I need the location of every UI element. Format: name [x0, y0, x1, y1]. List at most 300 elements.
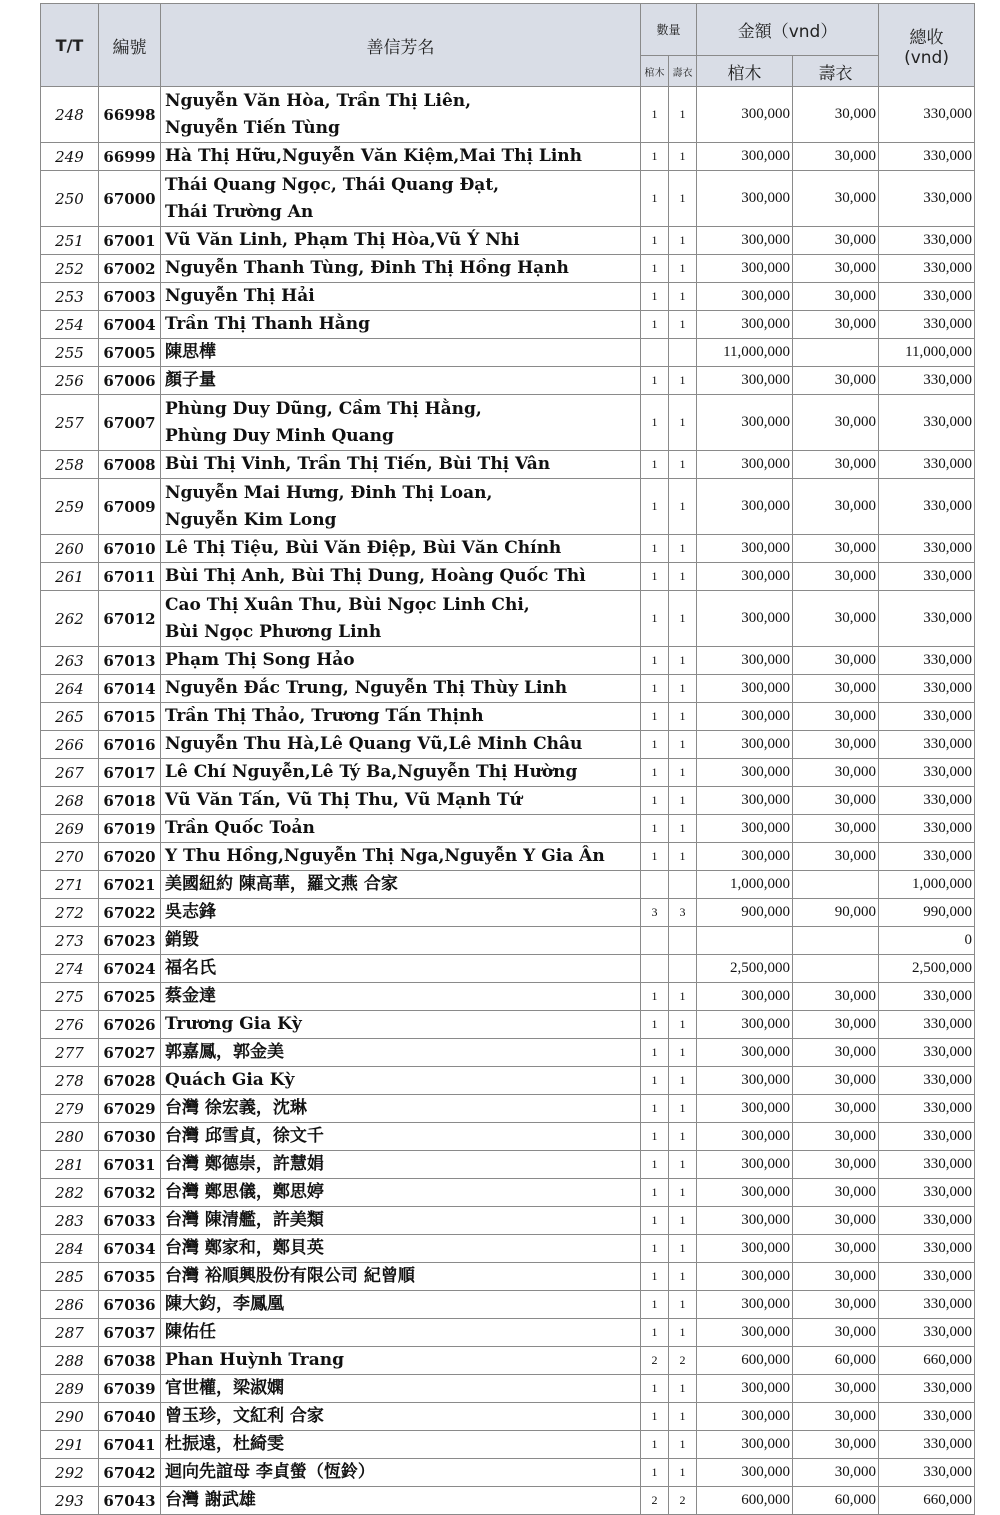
row-tt: 282 [41, 1179, 99, 1207]
row-tt: 277 [41, 1039, 99, 1067]
row-code: 67031 [99, 1151, 161, 1179]
row-name-line: Nguyễn Thu Hà,Lê Quang Vũ,Lê Minh Châu [165, 734, 583, 754]
row-tt: 249 [41, 143, 99, 171]
row-code: 67005 [99, 339, 161, 367]
row-name [161, 1431, 641, 1459]
row-amount-shroud [793, 871, 879, 899]
row-name-line: Trần Thị Thảo, Trương Tấn Thịnh [165, 706, 484, 726]
row-name-line: Phùng Duy Minh Quang [165, 425, 394, 446]
row-qty-coffin: 1 [641, 227, 669, 255]
row-qty-coffin: 1 [641, 1459, 669, 1487]
row-total: 330,000 [879, 227, 975, 255]
row-tt: 278 [41, 1067, 99, 1095]
row-name-line: Trần Quốc Toản [165, 818, 315, 838]
row-amount-coffin [697, 927, 793, 955]
row-qty-shroud [669, 955, 697, 983]
row-amount-coffin: 300,000 [697, 227, 793, 255]
row-qty-shroud: 1 [669, 1207, 697, 1235]
row-amount-shroud: 30,000 [793, 479, 879, 535]
row-name [161, 955, 641, 983]
row-qty-shroud: 1 [669, 675, 697, 703]
row-total: 330,000 [879, 479, 975, 535]
table-row [41, 1403, 975, 1431]
row-tt: 251 [41, 227, 99, 255]
row-name [161, 759, 641, 787]
row-qty-shroud: 2 [669, 1487, 697, 1515]
row-amount-coffin: 300,000 [697, 311, 793, 339]
row-qty-coffin: 1 [641, 451, 669, 479]
row-qty-shroud: 1 [669, 87, 697, 143]
row-name-line: 官世權，梁淑嫻 [165, 1378, 284, 1398]
row-total: 330,000 [879, 451, 975, 479]
row-qty-shroud: 1 [669, 1151, 697, 1179]
table-body [41, 87, 975, 1515]
row-qty-shroud: 1 [669, 1011, 697, 1039]
row-amount-shroud: 30,000 [793, 1151, 879, 1179]
row-qty-shroud: 1 [669, 1291, 697, 1319]
row-name-line: Thái Trường An [165, 201, 314, 222]
row-qty-shroud: 1 [669, 1179, 697, 1207]
row-qty-coffin: 1 [641, 283, 669, 311]
row-total: 330,000 [879, 787, 975, 815]
row-qty-shroud: 3 [669, 899, 697, 927]
row-qty-shroud: 1 [669, 815, 697, 843]
table-row [41, 899, 975, 927]
row-name [161, 1207, 641, 1235]
row-qty-shroud: 1 [669, 367, 697, 395]
row-name [161, 227, 641, 255]
row-amount-coffin: 300,000 [697, 1151, 793, 1179]
row-code: 67010 [99, 535, 161, 563]
row-code: 67030 [99, 1123, 161, 1151]
row-name-line: Hà Thị Hữu,Nguyễn Văn Kiệm,Mai Thị Linh [165, 146, 583, 166]
row-tt: 288 [41, 1347, 99, 1375]
table-row [41, 1179, 975, 1207]
row-name-line: Lê Thị Tiệu, Bùi Văn Điệp, Bùi Văn Chính [165, 538, 562, 558]
row-code: 67039 [99, 1375, 161, 1403]
row-total: 330,000 [879, 1431, 975, 1459]
row-amount-coffin: 300,000 [697, 1039, 793, 1067]
row-qty-shroud [669, 339, 697, 367]
row-qty-shroud: 2 [669, 1347, 697, 1375]
row-amount-coffin: 900,000 [697, 899, 793, 927]
row-tt: 256 [41, 367, 99, 395]
row-amount-shroud: 30,000 [793, 731, 879, 759]
row-amount-shroud: 30,000 [793, 983, 879, 1011]
row-qty-shroud [669, 871, 697, 899]
row-name [161, 787, 641, 815]
row-total: 330,000 [879, 1151, 975, 1179]
row-total: 330,000 [879, 311, 975, 339]
row-name-line: 台灣 徐宏義，沈琳 [165, 1098, 307, 1118]
row-amount-shroud: 30,000 [793, 1403, 879, 1431]
row-name-line: 台灣 謝武雄 [165, 1490, 256, 1510]
table-row [41, 367, 975, 395]
row-total: 330,000 [879, 563, 975, 591]
row-name [161, 1151, 641, 1179]
row-qty-coffin: 1 [641, 1151, 669, 1179]
row-qty-coffin: 1 [641, 703, 669, 731]
row-code: 67028 [99, 1067, 161, 1095]
row-qty-shroud: 1 [669, 1095, 697, 1123]
table-row [41, 1459, 975, 1487]
row-amount-coffin: 300,000 [697, 675, 793, 703]
table-row [41, 1123, 975, 1151]
table-row [41, 647, 975, 675]
row-qty-coffin: 2 [641, 1347, 669, 1375]
row-code: 67021 [99, 871, 161, 899]
row-tt: 254 [41, 311, 99, 339]
row-total: 330,000 [879, 647, 975, 675]
row-amount-coffin: 300,000 [697, 1291, 793, 1319]
row-code: 67000 [99, 171, 161, 227]
row-amount-shroud: 30,000 [793, 1207, 879, 1235]
row-amount-coffin: 300,000 [697, 87, 793, 143]
row-qty-shroud: 1 [669, 535, 697, 563]
row-name [161, 367, 641, 395]
row-name [161, 899, 641, 927]
row-amount-coffin: 300,000 [697, 1207, 793, 1235]
row-amount-shroud: 60,000 [793, 1487, 879, 1515]
row-total: 330,000 [879, 1375, 975, 1403]
row-qty-coffin: 1 [641, 675, 669, 703]
row-amount-coffin: 300,000 [697, 143, 793, 171]
table-row [41, 927, 975, 955]
row-name-line: Bùi Ngọc Phương Linh [165, 621, 382, 642]
row-amount-shroud: 30,000 [793, 787, 879, 815]
row-name-line: Thái Quang Ngọc, Thái Quang Đạt, [165, 174, 500, 195]
row-name-line: 台灣 邱雪貞，徐文千 [165, 1126, 324, 1146]
row-qty-shroud: 1 [669, 563, 697, 591]
row-amount-coffin: 300,000 [697, 283, 793, 311]
row-qty-coffin: 2 [641, 1487, 669, 1515]
row-amount-coffin: 11,000,000 [697, 339, 793, 367]
table-row [41, 787, 975, 815]
row-name [161, 815, 641, 843]
row-tt: 260 [41, 535, 99, 563]
row-amount-shroud: 30,000 [793, 647, 879, 675]
row-qty-coffin: 1 [641, 591, 669, 647]
row-name [161, 703, 641, 731]
row-amount-shroud [793, 955, 879, 983]
row-name-line: Vũ Văn Linh, Phạm Thị Hòa,Vũ Ý Nhi [165, 230, 520, 250]
row-code: 67029 [99, 1095, 161, 1123]
row-amount-coffin: 300,000 [697, 1403, 793, 1431]
row-amount-shroud: 30,000 [793, 367, 879, 395]
row-amount-shroud: 30,000 [793, 1039, 879, 1067]
row-tt: 291 [41, 1431, 99, 1459]
table-row [41, 395, 975, 451]
row-name-line: 台灣 鄭德崇，許慧娟 [165, 1154, 324, 1174]
row-code: 67007 [99, 395, 161, 451]
table-row [41, 227, 975, 255]
row-name [161, 1123, 641, 1151]
row-code: 67015 [99, 703, 161, 731]
row-total: 330,000 [879, 283, 975, 311]
row-qty-coffin: 1 [641, 367, 669, 395]
row-qty-coffin: 3 [641, 899, 669, 927]
row-amount-shroud: 30,000 [793, 1291, 879, 1319]
row-total: 330,000 [879, 1011, 975, 1039]
row-qty-coffin: 1 [641, 647, 669, 675]
table-row [41, 675, 975, 703]
table-row [41, 1319, 975, 1347]
row-name [161, 171, 641, 227]
row-tt: 293 [41, 1487, 99, 1515]
row-name [161, 1179, 641, 1207]
row-qty-shroud [669, 927, 697, 955]
row-name [161, 395, 641, 451]
row-name-line: Nguyễn Thanh Tùng, Đinh Thị Hồng Hạnh [165, 258, 569, 278]
row-tt: 267 [41, 759, 99, 787]
row-amount-coffin: 300,000 [697, 1179, 793, 1207]
row-name [161, 591, 641, 647]
row-code: 67042 [99, 1459, 161, 1487]
row-tt: 283 [41, 1207, 99, 1235]
row-name [161, 1011, 641, 1039]
row-name-line: Trương Gia Kỳ [165, 1014, 302, 1034]
row-tt: 292 [41, 1459, 99, 1487]
row-tt: 280 [41, 1123, 99, 1151]
row-total: 330,000 [879, 1067, 975, 1095]
row-code: 66999 [99, 143, 161, 171]
row-tt: 279 [41, 1095, 99, 1123]
row-name-line: 美國紐約 陳高華，羅文燕 合家 [165, 874, 398, 894]
row-qty-shroud: 1 [669, 1235, 697, 1263]
row-total: 330,000 [879, 1403, 975, 1431]
row-qty-coffin: 1 [641, 1039, 669, 1067]
row-code: 67032 [99, 1179, 161, 1207]
row-amount-coffin: 300,000 [697, 1095, 793, 1123]
row-total: 330,000 [879, 87, 975, 143]
row-name-line: Nguyễn Tiến Tùng [165, 117, 340, 138]
row-amount-coffin: 300,000 [697, 759, 793, 787]
row-total: 330,000 [879, 1123, 975, 1151]
row-tt: 285 [41, 1263, 99, 1291]
row-qty-shroud: 1 [669, 647, 697, 675]
row-name [161, 1319, 641, 1347]
row-tt: 263 [41, 647, 99, 675]
row-amount-coffin: 300,000 [697, 703, 793, 731]
row-code: 67027 [99, 1039, 161, 1067]
row-amount-coffin: 300,000 [697, 171, 793, 227]
row-qty-coffin: 1 [641, 1403, 669, 1431]
table-row [41, 703, 975, 731]
row-total: 330,000 [879, 255, 975, 283]
row-qty-coffin: 1 [641, 395, 669, 451]
row-code: 67016 [99, 731, 161, 759]
row-name-line: 陳大鈞，李鳳凰 [165, 1294, 284, 1314]
row-name-line: 台灣 鄭思儀，鄭思婷 [165, 1182, 324, 1202]
row-amount-coffin: 600,000 [697, 1487, 793, 1515]
row-amount-shroud: 30,000 [793, 1319, 879, 1347]
row-name [161, 1291, 641, 1319]
header-qty-shroud: 壽衣 [669, 56, 697, 87]
row-total: 0 [879, 927, 975, 955]
row-total: 330,000 [879, 759, 975, 787]
row-code: 67017 [99, 759, 161, 787]
row-name-line: 郭嘉鳳，郭金美 [165, 1042, 284, 1062]
table-row [41, 451, 975, 479]
row-amount-coffin: 300,000 [697, 451, 793, 479]
row-tt: 255 [41, 339, 99, 367]
row-name-line: Nguyễn Mai Hưng, Đinh Thị Loan, [165, 482, 493, 503]
row-tt: 265 [41, 703, 99, 731]
row-amount-shroud: 30,000 [793, 591, 879, 647]
row-code: 67002 [99, 255, 161, 283]
row-name [161, 871, 641, 899]
row-name-line: 杜振遠，杜綺雯 [165, 1434, 284, 1454]
row-amount-coffin: 300,000 [697, 1263, 793, 1291]
row-code: 67012 [99, 591, 161, 647]
row-tt: 281 [41, 1151, 99, 1179]
row-amount-shroud: 30,000 [793, 535, 879, 563]
row-code: 66998 [99, 87, 161, 143]
row-tt: 262 [41, 591, 99, 647]
row-name-line: 顏子量 [165, 370, 216, 390]
table-row [41, 255, 975, 283]
row-name-line: 迴向先誼母 李貞螢（恆鈴） [165, 1462, 375, 1482]
table-row [41, 815, 975, 843]
row-amount-coffin: 300,000 [697, 647, 793, 675]
row-code: 67040 [99, 1403, 161, 1431]
row-name-line: Y Thu Hồng,Nguyễn Thị Nga,Nguyễn Y Gia Ân [165, 846, 605, 866]
row-code: 67026 [99, 1011, 161, 1039]
table-row [41, 339, 975, 367]
row-amount-shroud: 30,000 [793, 311, 879, 339]
header-qty-coffin: 棺木 [641, 56, 669, 87]
row-qty-coffin: 1 [641, 815, 669, 843]
row-qty-coffin: 1 [641, 563, 669, 591]
row-total: 660,000 [879, 1347, 975, 1375]
row-amount-shroud: 30,000 [793, 759, 879, 787]
row-name [161, 675, 641, 703]
row-amount-shroud: 30,000 [793, 703, 879, 731]
row-name-line: Cao Thị Xuân Thu, Bùi Ngọc Linh Chi, [165, 594, 530, 615]
row-amount-coffin: 300,000 [697, 535, 793, 563]
table-row [41, 591, 975, 647]
row-amount-shroud: 30,000 [793, 255, 879, 283]
row-code: 67003 [99, 283, 161, 311]
row-name [161, 1403, 641, 1431]
row-name [161, 339, 641, 367]
row-amount-coffin: 300,000 [697, 591, 793, 647]
row-name [161, 843, 641, 871]
row-name [161, 1095, 641, 1123]
row-amount-shroud: 30,000 [793, 283, 879, 311]
row-amount-coffin: 300,000 [697, 731, 793, 759]
table-row [41, 479, 975, 535]
row-tt: 276 [41, 1011, 99, 1039]
row-amount-shroud: 30,000 [793, 1263, 879, 1291]
row-total: 330,000 [879, 731, 975, 759]
row-name-line: 蔡金達 [165, 986, 216, 1006]
row-name [161, 1039, 641, 1067]
row-tt: 259 [41, 479, 99, 535]
row-code: 67013 [99, 647, 161, 675]
row-total: 330,000 [879, 1095, 975, 1123]
row-name-line: Phạm Thị Song Hảo [165, 650, 355, 670]
table-row [41, 1067, 975, 1095]
row-amount-coffin: 2,500,000 [697, 955, 793, 983]
table-row [41, 171, 975, 227]
row-qty-shroud: 1 [669, 843, 697, 871]
row-qty-shroud: 1 [669, 591, 697, 647]
row-amount-shroud: 30,000 [793, 87, 879, 143]
header-tt: T/T [41, 4, 99, 87]
row-amount-shroud: 30,000 [793, 171, 879, 227]
row-name [161, 1459, 641, 1487]
row-name-line: 銷毀 [165, 930, 199, 950]
row-total: 330,000 [879, 1207, 975, 1235]
row-name-line: 台灣 陳清艦，許美類 [165, 1210, 324, 1230]
table-row [41, 1263, 975, 1291]
row-amount-shroud: 30,000 [793, 1235, 879, 1263]
row-code: 67023 [99, 927, 161, 955]
row-qty-shroud: 1 [669, 731, 697, 759]
row-name-line: Bùi Thị Anh, Bùi Thị Dung, Hoàng Quốc Thì [165, 566, 586, 586]
row-qty-shroud: 1 [669, 1403, 697, 1431]
row-name [161, 87, 641, 143]
header-amount-shroud: 壽衣 [793, 56, 879, 87]
row-qty-coffin: 1 [641, 1179, 669, 1207]
row-name-line: Nguyễn Thị Hải [165, 286, 315, 306]
header-amount: 金額（vnd） [697, 4, 879, 56]
row-qty-coffin: 1 [641, 1291, 669, 1319]
row-code: 67009 [99, 479, 161, 535]
row-qty-shroud: 1 [669, 1375, 697, 1403]
table-row [41, 1347, 975, 1375]
row-qty-shroud: 1 [669, 787, 697, 815]
table-row [41, 843, 975, 871]
donation-table [40, 3, 975, 1515]
table-row [41, 983, 975, 1011]
row-amount-shroud: 30,000 [793, 563, 879, 591]
table-row [41, 1039, 975, 1067]
table-row [41, 311, 975, 339]
row-code: 67043 [99, 1487, 161, 1515]
row-amount-shroud: 30,000 [793, 1123, 879, 1151]
row-tt: 286 [41, 1291, 99, 1319]
row-code: 67036 [99, 1291, 161, 1319]
table-row [41, 1431, 975, 1459]
row-qty-coffin: 1 [641, 1375, 669, 1403]
table-row [41, 1011, 975, 1039]
row-name-line: Bùi Thị Vinh, Trần Thị Tiến, Bùi Thị Vân [165, 454, 551, 474]
row-name-line: 曾玉珍，文紅利 合家 [165, 1406, 324, 1426]
table-row [41, 731, 975, 759]
row-amount-shroud: 30,000 [793, 675, 879, 703]
row-total: 330,000 [879, 535, 975, 563]
table-row [41, 1291, 975, 1319]
header-name: 善信芳名 [161, 4, 641, 87]
row-qty-coffin: 1 [641, 1431, 669, 1459]
row-amount-shroud [793, 339, 879, 367]
row-qty-coffin [641, 927, 669, 955]
row-qty-coffin: 1 [641, 759, 669, 787]
row-total: 330,000 [879, 675, 975, 703]
row-total: 330,000 [879, 843, 975, 871]
row-qty-coffin: 1 [641, 1123, 669, 1151]
row-amount-coffin: 300,000 [697, 1011, 793, 1039]
table-row [41, 535, 975, 563]
row-name-line: 陳思樺 [165, 342, 216, 362]
row-name [161, 143, 641, 171]
row-tt: 252 [41, 255, 99, 283]
row-name-line: Quách Gia Kỳ [165, 1070, 295, 1090]
row-total: 330,000 [879, 367, 975, 395]
row-qty-coffin: 1 [641, 87, 669, 143]
